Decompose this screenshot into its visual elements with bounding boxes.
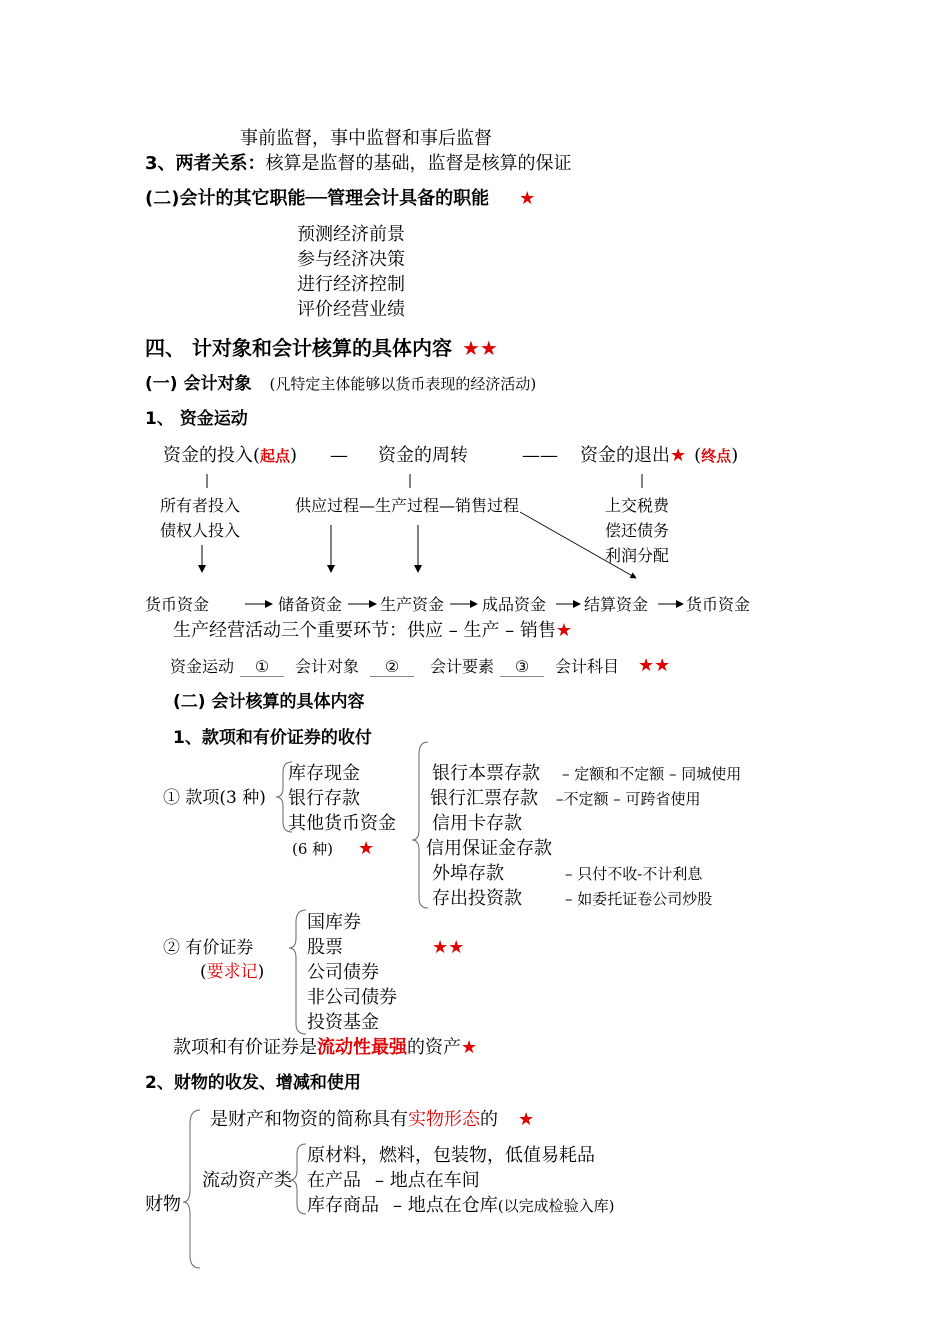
funds-item: 库存现金 (288, 763, 360, 784)
other-functions-heading (145, 188, 535, 210)
payments-title: 1、款项和有价证券的收付 (173, 728, 372, 748)
chain-item: 储备资金 (278, 595, 343, 614)
supervision-types: 事前监督，事中监督和事后监督 (240, 128, 492, 149)
current-asset-item: 库存商品 – 地点在仓库(以完成检验入库) (307, 1195, 615, 1216)
relationship-title: 3、两者关系： (145, 153, 266, 174)
securities-item: 投资基金 (307, 1012, 379, 1033)
chain-item: 成品资金 (482, 595, 547, 614)
goods-title: 2、财物的收发、增减和使用 (145, 1073, 361, 1093)
fund-movement-title: 1、 资金运动 (145, 409, 248, 429)
hierarchy-number: ① (240, 657, 284, 677)
star-icon: ★ (461, 1037, 478, 1058)
hierarchy-number: ③ (500, 657, 544, 677)
relationship-text: 核算是监督的基础，监督是核算的保证 (265, 153, 572, 174)
other-money-note: – 定额和不定额 – 同城使用 (562, 765, 742, 783)
chain-item: 结算资金 (584, 595, 649, 614)
owners-investment: 所有者投入 (160, 496, 241, 515)
accounting-object-line (145, 374, 536, 394)
star-icon: ★ (518, 1109, 535, 1130)
start-point: 起点 (260, 447, 291, 465)
accounting-object-note: (凡特定主体能够以货币表现的经济活动) (269, 375, 537, 393)
hierarchy-number: ② (370, 657, 414, 677)
securities-item: 国库券 (307, 912, 361, 933)
section-four-heading (145, 336, 498, 360)
fund-investment: 资金的投入(起点) (163, 445, 298, 466)
other-money-item: 存出投资款 (432, 888, 522, 909)
relationship-line (145, 153, 572, 175)
chain-item: 货币资金 (686, 595, 751, 614)
funds-label: ① 款项(3 种) (163, 788, 266, 808)
other-money-note: – 如委托证卷公司炒股 (565, 890, 713, 908)
star-icon: ★ (519, 188, 536, 209)
function-item: 进行经济控制 (297, 274, 405, 295)
star-icon: ★ (555, 620, 573, 641)
accounting-content-title: (二) 会计核算的具体内容 (173, 692, 365, 712)
current-asset-item: 原材料，燃料，包装物，低值易耗品 (307, 1145, 595, 1166)
current-assets-label: 流动资产类 (202, 1170, 292, 1191)
other-money-note: –不定额 – 可跨省使用 (556, 790, 701, 808)
creditors-investment: 债权人投入 (160, 521, 241, 540)
liquidity-line: 款项和有价证券是流动性最强的资产★ (173, 1037, 478, 1058)
exit-item: 上交税费 (605, 496, 670, 515)
exit-item: 利润分配 (605, 546, 670, 565)
star-icon: ★ (358, 838, 375, 859)
dash: —— (522, 445, 558, 466)
hierarchy-item: 会计科目 (555, 657, 620, 676)
section-four-title: 四、 计对象和会计核算的具体内容 (145, 336, 452, 360)
memorize-note: (要求记) (200, 962, 265, 982)
funds-item: 其他货币资金 (288, 813, 396, 834)
hierarchy-item: 会计要素 (430, 657, 495, 676)
star-icon: ★ (670, 445, 687, 466)
star-icon: ★★ (638, 655, 671, 676)
three-stages: 生产经营活动三个重要环节：供应 – 生产 – 销售★ (173, 620, 573, 641)
securities-item: 公司债券 (307, 962, 379, 983)
other-money-item: 信用保证金存款 (426, 838, 552, 859)
other-money-item: 外埠存款 (432, 863, 504, 884)
funds-item: 银行存款 (288, 788, 360, 809)
other-money-note: – 只付不收-不计利息 (565, 865, 703, 883)
exit-item: 偿还债务 (605, 521, 670, 540)
dash: — (330, 445, 348, 466)
hierarchy-item: 会计对象 (295, 657, 360, 676)
function-item: 参与经济决策 (297, 249, 405, 270)
six-types: (6 种) (292, 840, 334, 858)
securities-label: ② 有价证券 (163, 938, 254, 958)
goods-label: 财物 (145, 1194, 181, 1215)
goods-definition: 是财产和物资的简称具有实物形态的 ★ (210, 1109, 535, 1130)
hierarchy-item: 资金运动 (170, 657, 235, 676)
other-money-item: 银行汇票存款 (430, 788, 538, 809)
function-item: 预测经济前景 (297, 224, 405, 245)
current-asset-item: 在产品 – 地点在车间 (307, 1170, 480, 1191)
fund-exit: 资金的退出★ (终点) (580, 445, 739, 466)
fund-turnover: 资金的周转 (378, 445, 468, 466)
star-icon: ★★ (432, 937, 465, 958)
star-icon: ★★ (461, 336, 498, 360)
securities-item: 股票 (307, 937, 343, 958)
other-money-item: 银行本票存款 (432, 763, 540, 784)
process-chain: 供应过程—生产过程—销售过程 (295, 496, 520, 515)
other-functions-title: (二)会计的其它职能──管理会计具备的职能 (145, 188, 490, 209)
chain-item: 生产资金 (380, 595, 445, 614)
accounting-object-title: (一) 会计对象 (145, 374, 252, 394)
securities-item: 非公司债券 (307, 987, 397, 1008)
other-money-item: 信用卡存款 (432, 813, 522, 834)
chain-item: 货币资金 (145, 595, 210, 614)
end-point: 终点 (701, 447, 732, 465)
function-item: 评价经营业绩 (297, 299, 405, 320)
